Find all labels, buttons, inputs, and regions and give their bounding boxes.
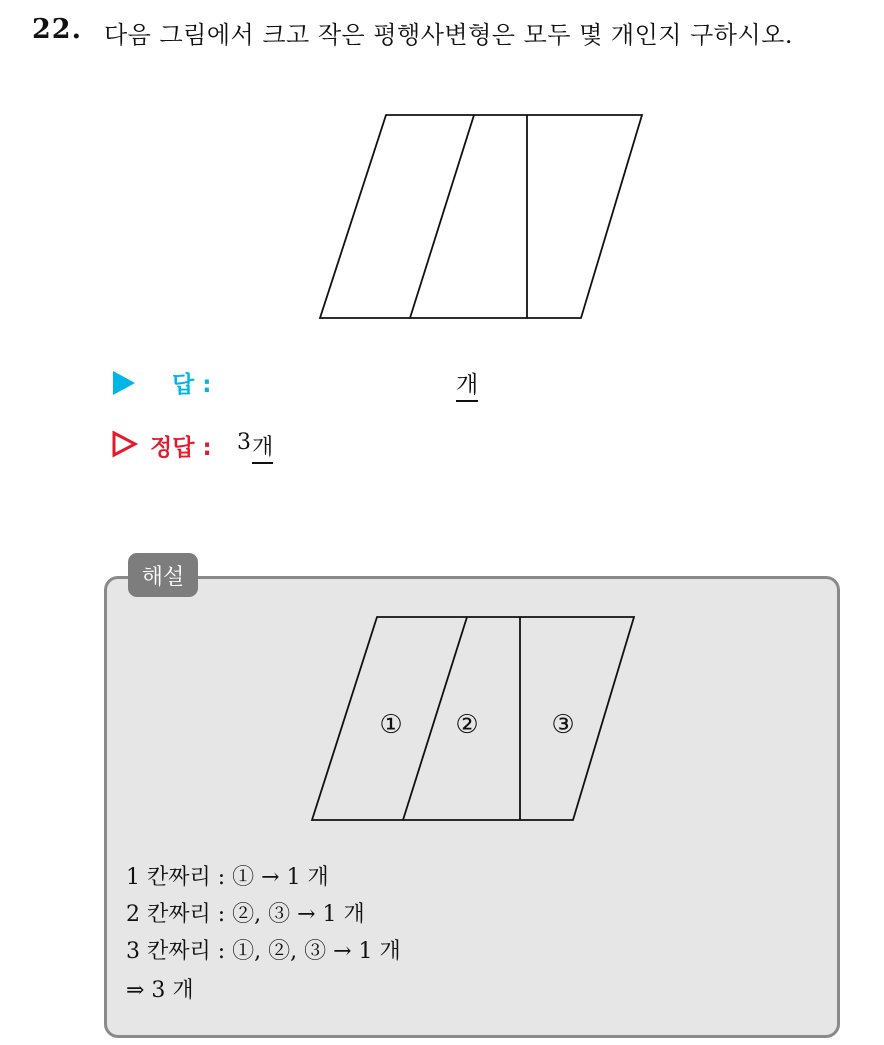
correct-answer-value: 3 (237, 430, 251, 455)
question-number: 22. (32, 14, 82, 45)
solution-line-1: 1 칸짜리 : ① → 1 개 (126, 865, 329, 890)
region-label-3: ③ (551, 710, 575, 740)
solution-line-2: 2 칸짜리 : ②, ③ → 1 개 (126, 902, 365, 927)
solution-line-4: ⇒ 3 개 (126, 978, 194, 1003)
question-text: 다음 그림에서 크고 작은 평행사변형은 모두 몇 개인지 구하시오. (104, 21, 793, 49)
correct-answer-label: 정답 : (150, 435, 212, 461)
solution-line-3: 3 칸짜리 : ①, ②, ③ → 1 개 (126, 939, 401, 964)
answer-unit-blank[interactable]: 개 (456, 366, 478, 402)
solution-tag: 해설 (128, 553, 198, 597)
region-label-2: ② (455, 710, 479, 740)
region-label-1: ① (379, 710, 403, 740)
answer-label: 답 : (172, 372, 212, 398)
correct-answer-unit: 개 (252, 430, 273, 464)
